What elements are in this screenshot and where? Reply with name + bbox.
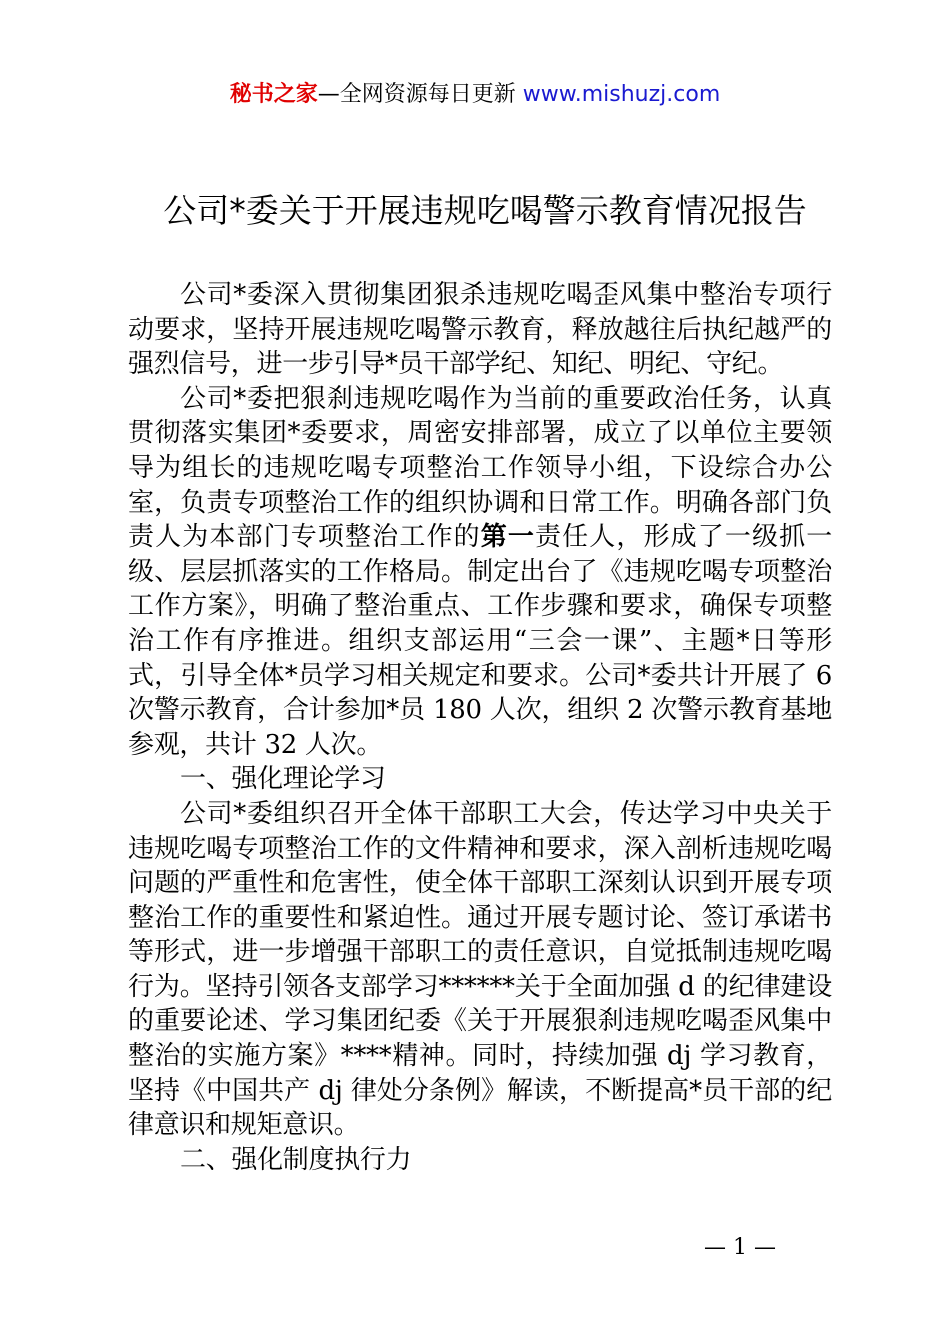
- section-heading-2: 二、强化制度执行力: [180, 1144, 412, 1175]
- document-title: 公司*委关于开展违规吃喝警示教育情况报告: [163, 191, 807, 230]
- section-heading-1: 一、强化理论学习: [180, 764, 386, 795]
- paragraph-intro: 公司*委深入贯彻集团狠杀违规吃喝歪风集中整治专项行动要求，坚持开展违规吃喝警示教育，释放越往后执纪越严的强烈信号，进一步引导*员干部学纪、知纪、明纪、守纪。: [128, 280, 832, 380]
- header-slogan: —全网资源每日更新: [317, 82, 516, 107]
- paragraph-organization: [128, 382, 832, 763]
- brand-name: 秘书之家: [229, 82, 318, 107]
- paragraph-organization-part-2: 责任人，形成了一级抓一级、层层抓落实的工作格局。制定出台了《违规吃喝专项整治工作方案》，明确了整治重点、工作步骤和要求，确保专项整治工作有序推进。组织支部运用“三会一课”、主题*日等形式，引导全体*员学习相关规定和要求。公司*委共计开展了 6 次警示教育，合计参加*员 180 人次，组织 2 次警示教育基地参观，共计 32 人次。: [128, 522, 832, 760]
- paragraph-organization-bold: 第一: [480, 522, 535, 553]
- site-header: [0, 78, 950, 112]
- page-number: — 1 —: [704, 1235, 776, 1260]
- paragraph-organization-part-1: 公司*委把狠刹违规吃喝作为当前的重要政治任务，认真贯彻落实集团*委要求，周密安排部署，成立了以单位主要领导为组长的违规吃喝专项整治工作领导小组，下设综合办公室，负责专项整治工作的组织协调和日常工作。明确各部门负责人为本部门专项整治工作的: [128, 383, 832, 553]
- document-body: [128, 278, 832, 1177]
- site-url-link[interactable]: www.mishuzj.com: [522, 82, 721, 107]
- paragraph-theory-study: 公司*委组织召开全体干部职工大会，传达学习中央关于违规吃喝专项整治工作的文件精神和要求，深入剖析违规吃喝问题的严重性和危害性，使全体干部职工深刻认识到开展专项整治工作的重要性和紧迫性。通过开展专题讨论、签订承诺书等形式，进一步增强干部职工的责任意识，自觉抵制违规吃喝行为。坚持引领各支部学习******关于全面加强 d 的纪律建设的重要论述、学习集团纪委《关于开展狠刹违规吃喝歪风集中整治的实施方案》****精神。同时，持续加强 dj 学习教育，坚持《中国共产 dj 律处分条例》解读，不断提高*员干部的纪律意识和规矩意识。: [128, 798, 832, 1141]
